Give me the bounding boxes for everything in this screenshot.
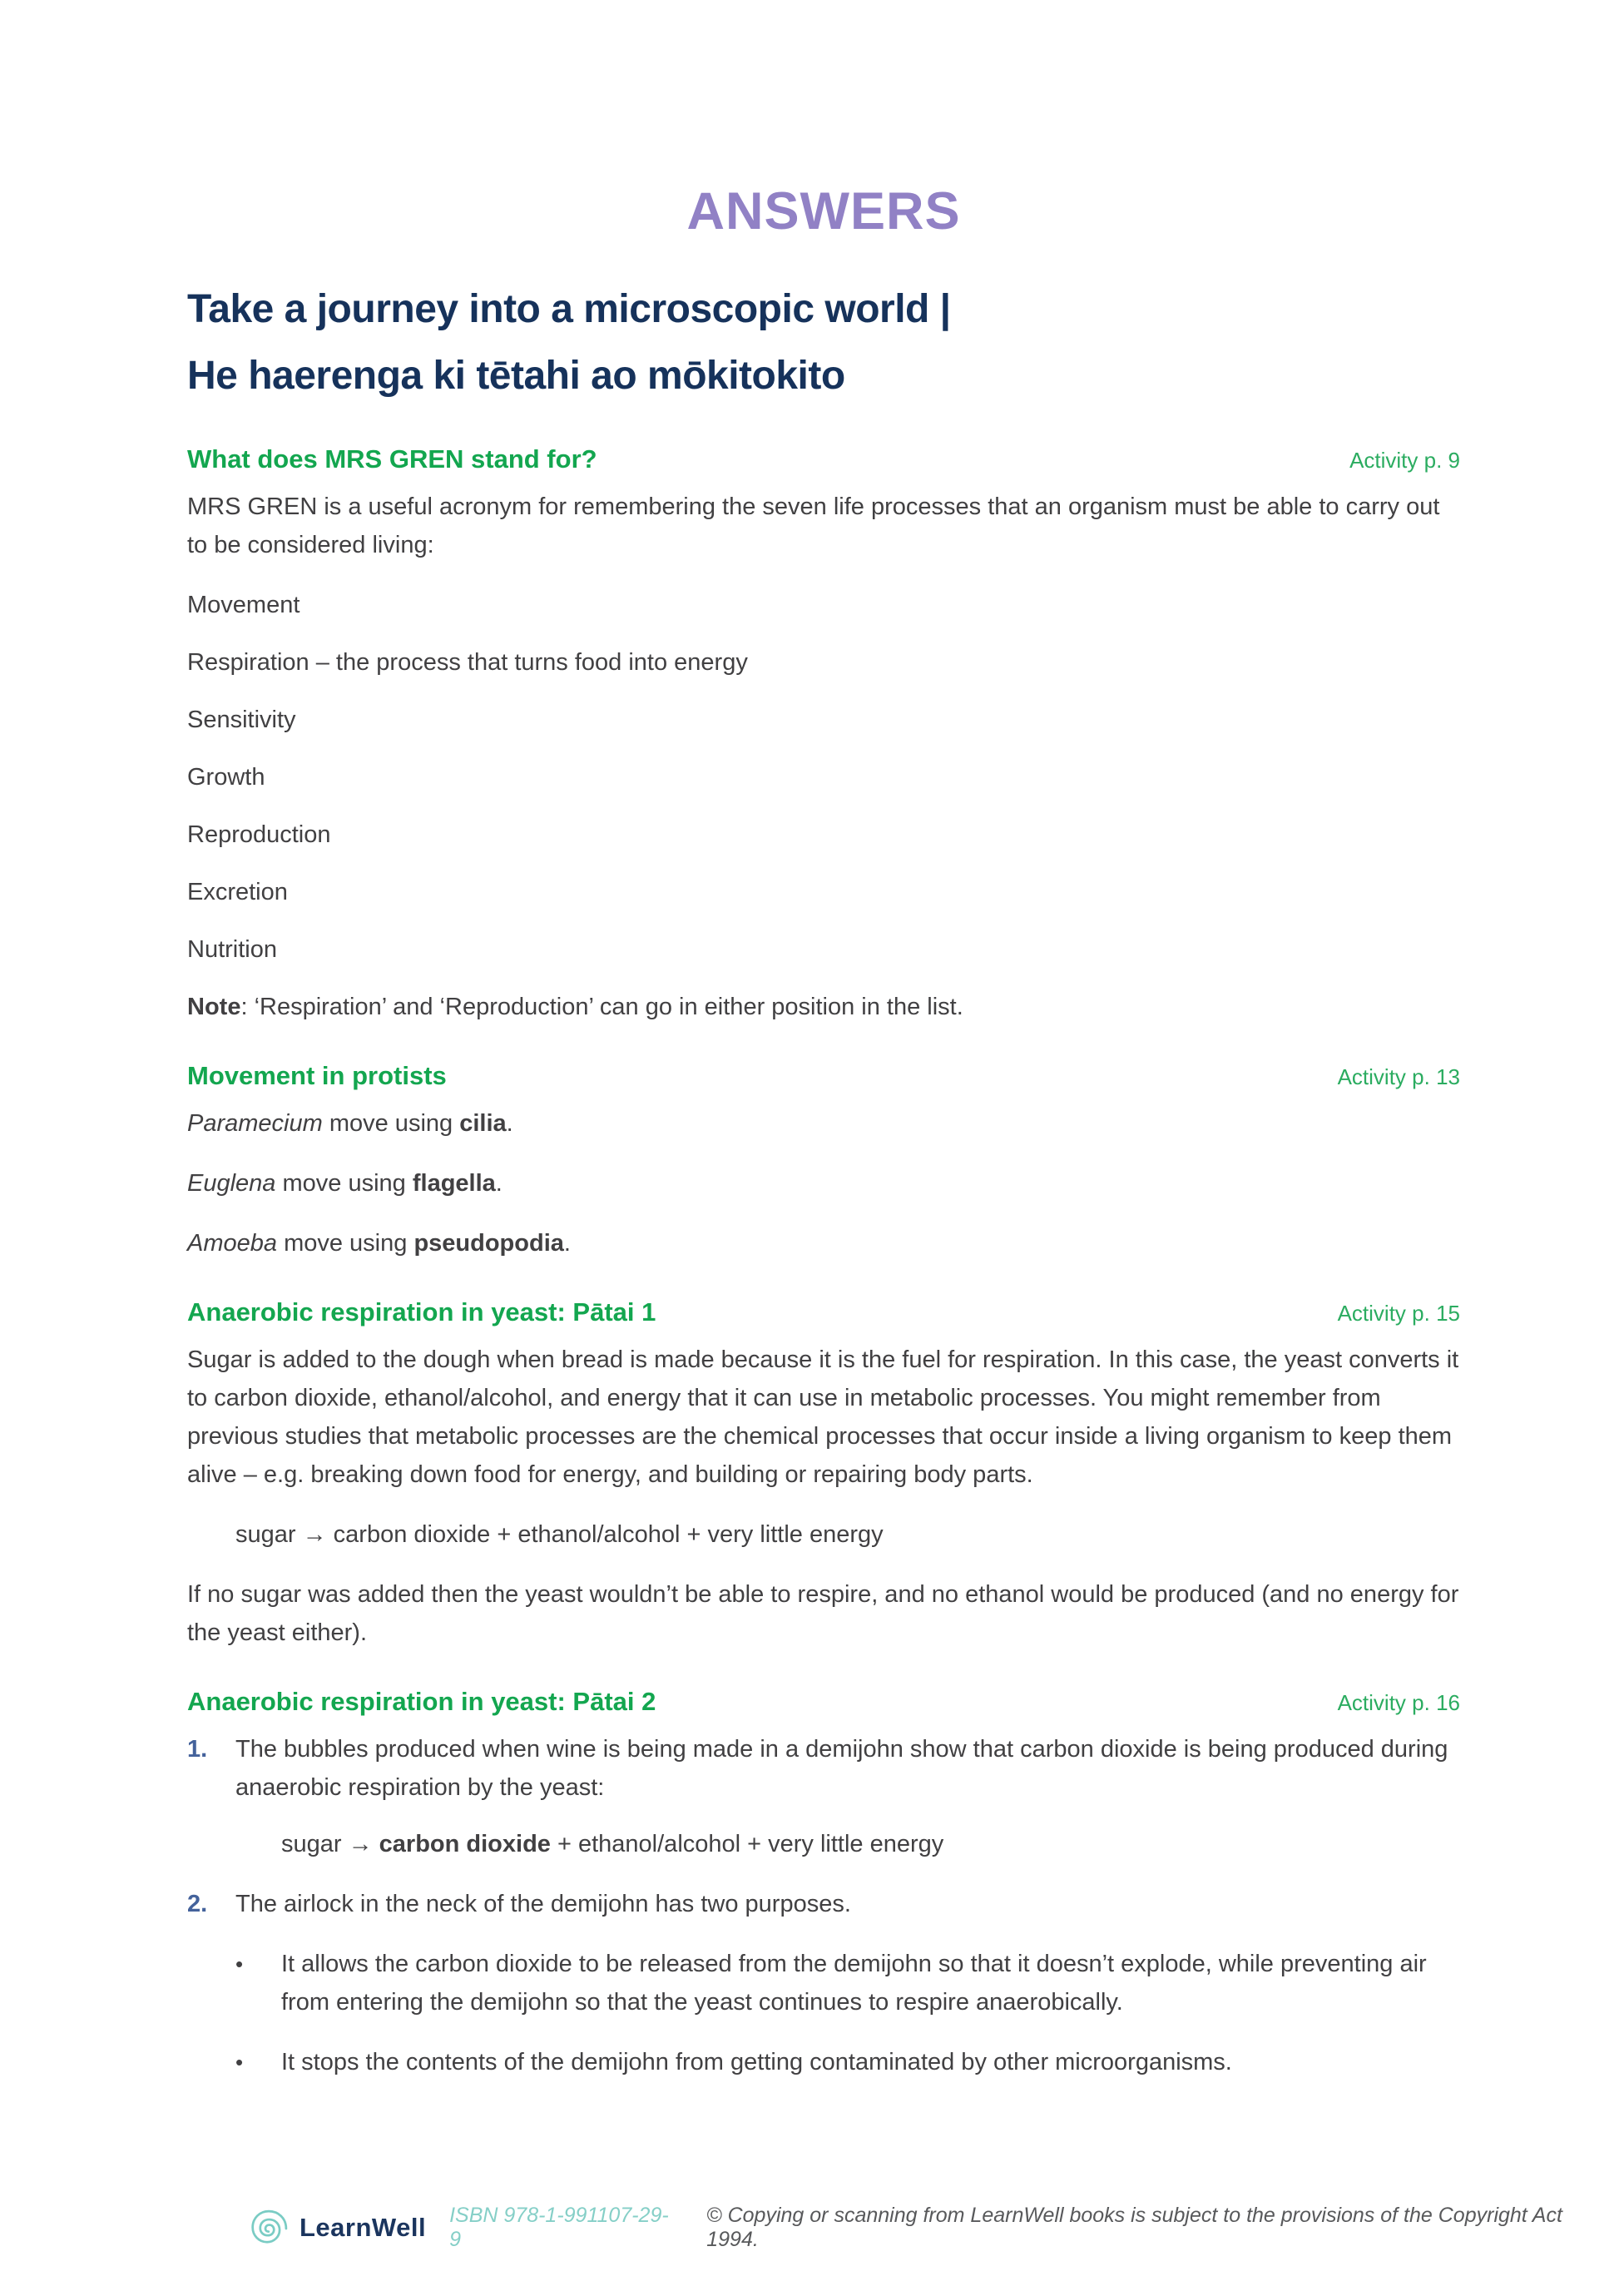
equation-bold-term: carbon dioxide [379,1831,551,1857]
protist-end-text: . [506,1110,513,1137]
lesson-title [187,276,1460,409]
isbn-text: ISBN 978-1-991107-29-9 [449,2204,669,2251]
page-footer [250,2204,1619,2252]
protist-mid-text: move using [322,1110,460,1137]
movement-method: pseudopodia [413,1230,564,1257]
section-head-yeast-2 [187,1685,1460,1718]
section-head-yeast-1 [187,1296,1460,1329]
section-heading-yeast-1: Anaerobic respiration in yeast: Pātai 1 [187,1297,656,1327]
bullet-marker: • [235,1951,244,1976]
protist-line [187,1104,1460,1143]
page-title: ANSWERS [686,182,961,241]
protist-line [187,1224,1460,1262]
bullet-item [235,1945,1460,2021]
numbered-item-text: The airlock in the neck of the demijohn has two purposes. [235,1891,851,1917]
numbered-item-text: The bubbles produced when wine is being made in a demijohn show that carbon dioxide is being produced during anaerobic respiration by the yeast: [235,1736,1448,1801]
mrs-gren-intro: MRS GREN is a useful acronym for remembering the seven life processes that an organism must be able to carry out to be considered living: [187,493,1440,558]
respiration-equation: sugar → carbon dioxide + ethanol/alcohol + very little energy [235,1521,884,1548]
numbered-item-body [235,1885,851,1923]
numbered-item-1 [187,1730,1460,1863]
note-text: : ‘Respiration’ and ‘Reproduction’ can go in either position in the list. [240,994,963,1020]
life-process-item: Nutrition [187,936,277,963]
item-number: 1. [187,1736,208,1763]
bullet-text: It allows the carbon dioxide to be released from the demijohn so that it doesn’t explode, while preventing air from entering the demijohn so that the yeast continues to respire anaerobically. [281,1951,1427,2016]
copyright-text: © Copying or scanning from LearnWell books is subject to the provisions of the Copyright Act 1994. [706,2204,1562,2251]
bullet-item [235,2043,1460,2081]
life-process-item: Respiration – the process that turns food into energy [187,649,748,676]
protist-line [187,1164,1460,1203]
life-process-item: Growth [187,764,265,791]
yeast1-paragraph: Sugar is added to the dough when bread is made because it is the fuel for respiration. In this case, the yeast converts it to carbon dioxide, ethanol/alcohol, and energy that it can use in metabolic processes. You might remember from previous studies that metabolic processes are the chemical processes that occur inside a living organism to keep them alive – e.g. breaking down food for energy, and building or repairing body parts. [187,1346,1459,1488]
activity-reference: Activity p. 15 [1337,1301,1460,1326]
section-heading-yeast-2: Anaerobic respiration in yeast: Pātai 2 [187,1687,656,1716]
organism-name: Paramecium [187,1110,323,1137]
note-label: Note [187,994,241,1020]
equation-pre: sugar → [281,1831,379,1857]
life-process-item: Excretion [187,879,288,905]
note-line [187,988,1460,1026]
section-head-protists [187,1059,1460,1093]
life-process-item: Reproduction [187,821,331,848]
lesson-title-maori: He haerenga ki tētahi ao mōkitokito [187,354,845,398]
section-heading-mrs-gren: What does MRS GREN stand for? [187,444,597,474]
numbered-item-body [235,1730,1460,1863]
learnwell-swirl-logo-icon [250,2209,288,2247]
section-heading-protists: Movement in protists [187,1061,447,1090]
movement-method: flagella [412,1170,496,1197]
lesson-title-english: Take a journey into a microscopic world | [187,287,951,331]
movement-method: cilia [459,1110,507,1137]
protist-end-text: . [495,1170,503,1197]
item-number: 2. [187,1891,208,1917]
bullet-marker: • [235,2050,244,2075]
protist-mid-text: move using [277,1230,414,1257]
protist-end-text: . [563,1230,571,1257]
activity-reference: Activity p. 9 [1349,448,1460,473]
life-process-item: Movement [187,592,300,618]
organism-name: Euglena [187,1170,276,1197]
equation-post: + ethanol/alcohol + very little energy [550,1831,944,1857]
activity-reference: Activity p. 13 [1337,1064,1460,1089]
organism-name: Amoeba [187,1230,278,1257]
brand-name: LearnWell [300,2213,427,2242]
life-process-item: Sensitivity [187,707,296,733]
protist-mid-text: move using [275,1170,413,1197]
section-head-mrs-gren [187,443,1460,476]
page-content [187,0,1460,2081]
respiration-equation [281,1825,1460,1863]
activity-reference: Activity p. 16 [1337,1690,1460,1715]
yeast1-paragraph: If no sugar was added then the yeast wouldn’t be able to respire, and no ethanol would be produced (and no energy for the yeast either). [187,1581,1459,1646]
numbered-item-2 [187,1885,1460,1923]
bullet-text: It stops the contents of the demijohn from getting contaminated by other microorganisms. [281,2049,1232,2075]
